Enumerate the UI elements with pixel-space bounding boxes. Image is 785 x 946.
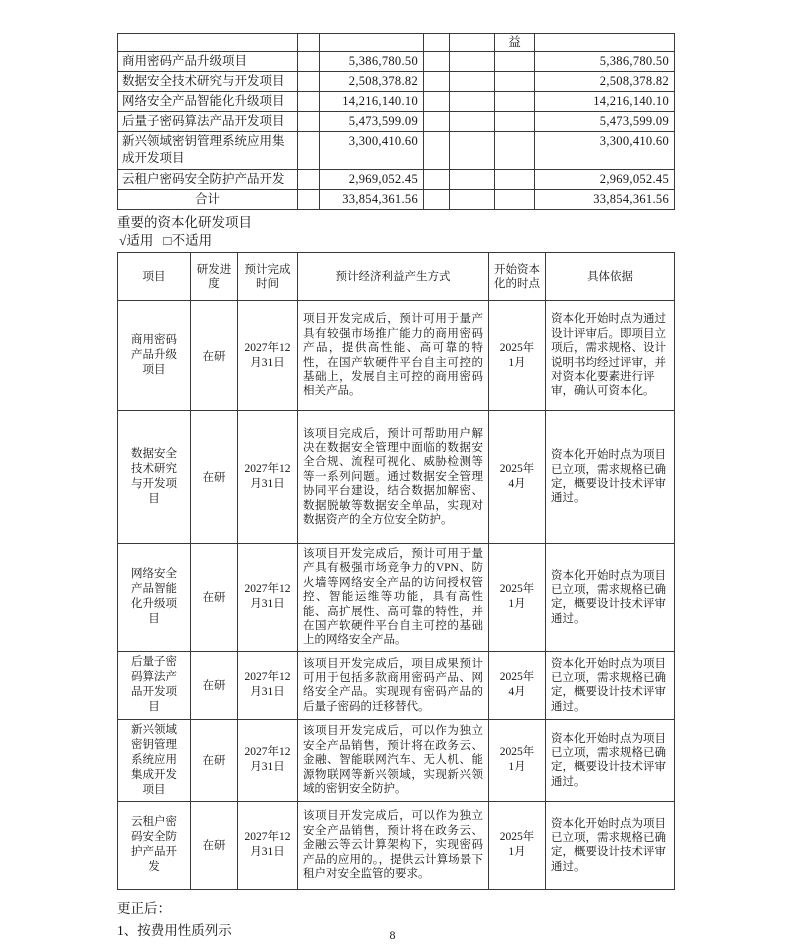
table-row xyxy=(118,301,675,411)
table-row-partial-header xyxy=(118,34,675,52)
amount-cell: 2,508,378.82 xyxy=(320,72,424,92)
table-row xyxy=(118,719,675,801)
benefit-cell: 项目开发完成后，预计可用于量产具有较强市场推广能力的商用密码产品，提供高性能、高可靠的特性，在国产软硬件平台自主可控的基础上，发展自主可控的商用密码相关产品。 xyxy=(298,301,489,411)
amount-cell: 14,216,140.10 xyxy=(535,92,675,112)
amount-cell: 3,300,410.60 xyxy=(535,132,675,170)
project-cell: 商用密码产品升级项目 xyxy=(118,301,191,411)
progress-cell: 在研 xyxy=(191,719,238,801)
header-progress: 研发进度 xyxy=(191,253,238,301)
benefit-cell: 该项目完成后，预计可帮助用户解决在数据安全管理中面临的数据安全合规、流程可视化、威胁检测等等一系列问题。通过数据安全管理协同平台建设，结合数据加解密、数据脱敏等数据安全单品，实现对数据资产的全方位安全防护。 xyxy=(298,411,489,544)
start-cell: 2025年1月 xyxy=(489,544,546,652)
empty-cell xyxy=(298,170,320,190)
amount-cell: 5,473,599.09 xyxy=(535,112,675,132)
table-row xyxy=(118,72,675,92)
amount-cell: 2,969,052.45 xyxy=(320,170,424,190)
basis-cell: 资本化开始时点为项目已立项，需求规格已确定，概要设计技术评审通过。 xyxy=(546,651,675,719)
table-row-total xyxy=(118,190,675,210)
project-cell: 新兴领域密钥管理系统应用集成开发项目 xyxy=(118,719,191,801)
table-row xyxy=(118,112,675,132)
empty-cell xyxy=(298,92,320,112)
progress-cell: 在研 xyxy=(191,411,238,544)
completion-cell: 2027年12月31日 xyxy=(238,719,298,801)
empty-cell xyxy=(495,72,535,92)
table-row xyxy=(118,92,675,112)
table-row xyxy=(118,411,675,544)
header-cell xyxy=(320,34,424,52)
empty-cell xyxy=(495,92,535,112)
empty-cell xyxy=(298,190,320,210)
header-project: 项目 xyxy=(118,253,191,301)
empty-cell xyxy=(450,92,495,112)
start-cell: 2025年4月 xyxy=(489,411,546,544)
project-name-cell: 数据安全技术研究与开发项目 xyxy=(118,72,298,92)
basis-cell: 资本化开始时点为项目已立项，需求规格已确定，概要设计技术评审通过。 xyxy=(546,544,675,652)
empty-cell xyxy=(450,132,495,170)
header-benefit: 预计经济利益产生方式 xyxy=(298,253,489,301)
total-label-cell: 合计 xyxy=(118,190,298,210)
empty-cell xyxy=(450,170,495,190)
applicability-line xyxy=(119,232,674,250)
completion-cell: 2027年12月31日 xyxy=(238,301,298,411)
header-start: 开始资本化的时点 xyxy=(489,253,546,301)
basis-cell: 资本化开始时点为项目已立项，需求规格已确定，概要设计技术评审通过。 xyxy=(546,801,675,889)
completion-cell: 2027年12月31日 xyxy=(238,651,298,719)
amount-cell: 2,969,052.45 xyxy=(535,170,675,190)
table-row xyxy=(118,651,675,719)
empty-cell xyxy=(450,52,495,72)
benefit-cell: 该项目开发完成后，可以作为独立安全产品销售，预计将在政务云、金融、智能联网汽车、无人机、能源物联网等新兴领域，实现新兴领域的密钥安全防护。 xyxy=(298,719,489,801)
project-name-cell: 商用密码产品升级项目 xyxy=(118,52,298,72)
basis-cell: 资本化开始时点为项目已立项，需求规格已确定，概要设计技术评审通过。 xyxy=(546,719,675,801)
project-cell: 云租户密码安全防护产品开发 xyxy=(118,801,191,889)
list-by-expense-nature-label: 1、按费用性质列示 xyxy=(117,922,232,938)
benefit-cell: 该项目开发完成后，可以作为独立安全产品销售，预计将在政务云、金融云等云计算架构下，实现密码产品的应用的。，提供云计算场景下租户对安全监管的要求。 xyxy=(298,801,489,889)
empty-cell xyxy=(495,52,535,72)
header-completion: 预计完成时间 xyxy=(238,253,298,301)
rd-expense-table xyxy=(117,33,675,210)
basis-cell: 资本化开始时点为项目已立项，需求规格已确定，概要设计技术评审通过。 xyxy=(546,411,675,544)
completion-cell: 2027年12月31日 xyxy=(238,544,298,652)
empty-cell xyxy=(298,52,320,72)
project-cell: 后量子密码算法产品开发项目 xyxy=(118,651,191,719)
empty-cell xyxy=(424,52,450,72)
table-row xyxy=(118,132,675,170)
project-cell: 网络安全产品智能化升级项目 xyxy=(118,544,191,652)
table-row xyxy=(118,170,675,190)
empty-cell xyxy=(298,132,320,170)
project-name-cell: 云租户密码安全防护产品开发 xyxy=(118,170,298,190)
amount-cell: 14,216,140.10 xyxy=(320,92,424,112)
header-basis: 具体依据 xyxy=(546,253,675,301)
empty-cell xyxy=(495,132,535,170)
empty-cell xyxy=(495,170,535,190)
table-row xyxy=(118,801,675,889)
table-row xyxy=(118,52,675,72)
completion-cell: 2027年12月31日 xyxy=(238,411,298,544)
empty-cell xyxy=(298,112,320,132)
table-header-row xyxy=(118,253,675,301)
progress-cell: 在研 xyxy=(191,544,238,652)
page-number: 8 xyxy=(389,928,396,942)
empty-cell xyxy=(450,72,495,92)
progress-cell: 在研 xyxy=(191,301,238,411)
project-name-cell: 新兴领域密钥管理系统应用集成开发项目 xyxy=(118,132,298,170)
empty-cell xyxy=(424,72,450,92)
progress-cell: 在研 xyxy=(191,801,238,889)
header-cell-partial-label: 益 xyxy=(495,34,535,52)
header-cell xyxy=(535,34,675,52)
amount-cell: 5,386,780.50 xyxy=(535,52,675,72)
empty-cell xyxy=(424,170,450,190)
progress-cell: 在研 xyxy=(191,651,238,719)
amount-cell: 3,300,410.60 xyxy=(320,132,424,170)
amount-cell: 5,386,780.50 xyxy=(320,52,424,72)
basis-cell: 资本化开始时点为通过设计评审后。即项目立项后，需求规格、设计说明书均经过评审，并对资本化要素进行评审，确认可资本化。 xyxy=(546,301,675,411)
amount-cell: 2,508,378.82 xyxy=(535,72,675,92)
total-amount-cell: 33,854,361.56 xyxy=(320,190,424,210)
empty-cell xyxy=(424,112,450,132)
start-cell: 2025年4月 xyxy=(489,651,546,719)
total-amount-cell: 33,854,361.56 xyxy=(535,190,675,210)
start-cell: 2025年1月 xyxy=(489,801,546,889)
not-applicable-checkbox: □不适用 xyxy=(163,233,213,248)
table-row xyxy=(118,544,675,652)
amount-cell: 5,473,599.09 xyxy=(320,112,424,132)
applicable-checkbox-checked: √适用 xyxy=(119,233,154,248)
empty-cell xyxy=(450,112,495,132)
section-title: 重要的资本化研发项目 xyxy=(117,215,252,230)
empty-cell xyxy=(424,92,450,112)
benefit-cell: 该项目开发完成后，项目成果预计可用于包括多款商用密码产品、网络安全产品。实现现有密码产品的后量子密码的迁移替代。 xyxy=(298,651,489,719)
completion-cell: 2027年12月31日 xyxy=(238,801,298,889)
empty-cell xyxy=(495,190,535,210)
empty-cell xyxy=(450,190,495,210)
start-cell: 2025年1月 xyxy=(489,301,546,411)
correction-label: 更正后： xyxy=(117,900,171,916)
project-name-cell: 后量子密码算法产品开发项目 xyxy=(118,112,298,132)
empty-cell xyxy=(298,72,320,92)
header-cell xyxy=(118,34,298,52)
project-cell: 数据安全技术研究与开发项目 xyxy=(118,411,191,544)
header-cell xyxy=(450,34,495,52)
project-name-cell: 网络安全产品智能化升级项目 xyxy=(118,92,298,112)
header-cell xyxy=(298,34,320,52)
capitalized-rd-table xyxy=(117,252,675,890)
benefit-cell: 该项目开发完成后，预计可用于量产具有极强市场竞争力的VPN、防火墙等网络安全产品的访问授权管控、智能运维等功能，具有高性能、高扩展性、高可靠的特性，并在国产软硬件平台自主可控的基础上的网络安全产品。 xyxy=(298,544,489,652)
start-cell: 2025年1月 xyxy=(489,719,546,801)
empty-cell xyxy=(424,132,450,170)
empty-cell xyxy=(495,112,535,132)
header-cell xyxy=(424,34,450,52)
empty-cell xyxy=(424,190,450,210)
